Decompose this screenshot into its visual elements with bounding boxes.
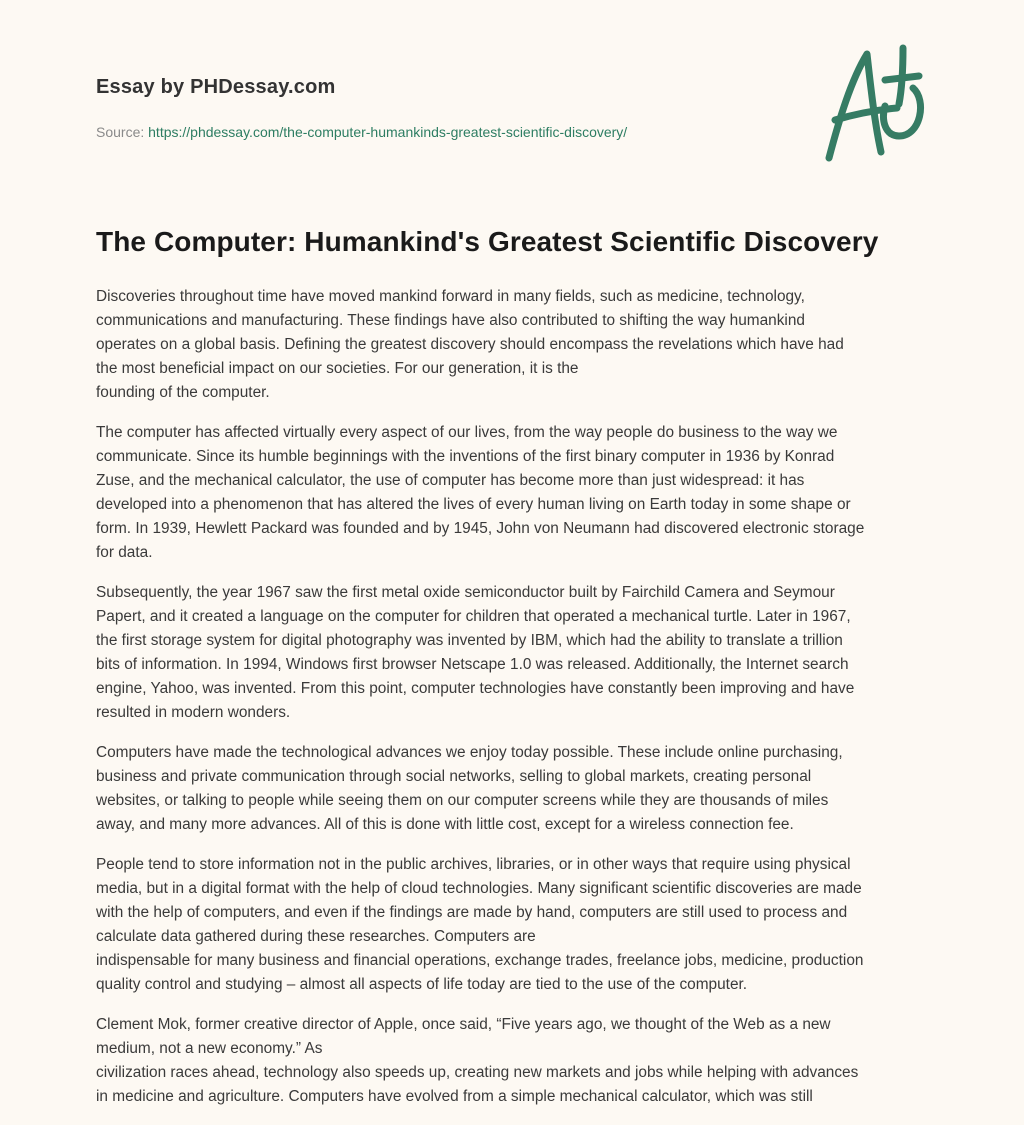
a-plus-logo-icon	[815, 40, 935, 165]
text-line: Subsequently, the year 1967 saw the first metal oxide semiconductor built by Fairchild Camera and Seymour	[96, 584, 835, 601]
text-line: operates on a global basis. Defining the greatest discovery should encompass the revelations which have had	[96, 336, 844, 353]
text-line: the most beneficial impact on our societies. For our generation, it is the	[96, 360, 579, 377]
text-line: The computer has affected virtually every aspect of our lives, from the way people do business to the way we	[96, 424, 838, 441]
paragraph	[96, 853, 936, 997]
text-line: business and private communication through social networks, selling to global markets, creating personal	[96, 768, 812, 785]
text-line: Discoveries throughout time have moved mankind forward in many fields, such as medicine, technology,	[96, 288, 805, 305]
text-line: away, and many more advances. All of this is done with little cost, except for a wireless connection fee.	[96, 816, 794, 833]
brand-title: Essay by PHDessay.com	[96, 76, 336, 98]
text-line: websites, or talking to people while seeing them on our computer screens while they are thousands of miles	[96, 792, 829, 809]
text-line: bits of information. In 1994, Windows first browser Netscape 1.0 was released. Additionally, the Internet search	[96, 656, 849, 673]
source-label: Source:	[96, 124, 145, 140]
text-line: engine, Yahoo, was invented. From this point, computer technologies have constantly been improving and have	[96, 680, 855, 697]
paragraph	[96, 1013, 936, 1109]
text-line: indispensable for many business and financial operations, exchange trades, freelance jobs, medicine, production	[96, 952, 864, 969]
text-line: the first storage system for digital photography was invented by IBM, which had the ability to translate a trillion	[96, 632, 843, 649]
text-line: founding of the computer.	[96, 384, 270, 401]
text-line: medium, not a new economy.” As	[96, 1040, 323, 1057]
source-line	[96, 124, 627, 140]
text-line: form. In 1939, Hewlett Packard was founded and by 1945, John von Neumann had discovered electronic storage	[96, 520, 865, 537]
paragraph	[96, 421, 936, 565]
paragraph	[96, 741, 936, 837]
text-line: media, but in a digital format with the help of cloud technologies. Many significant scientific discoveries are made	[96, 880, 862, 897]
text-line: Clement Mok, former creative director of Apple, once said, “Five years ago, we thought of the Web as a new	[96, 1016, 831, 1033]
paragraph	[96, 285, 936, 405]
text-line: communicate. Since its humble beginnings with the inventions of the first binary computer in 1936 by Konrad	[96, 448, 835, 465]
text-line: Zuse, and the mechanical calculator, the use of computer has become more than just widespread: it has	[96, 472, 805, 489]
source-link[interactable]: https://phdessay.com/the-computer-humankinds-greatest-scientific-discovery/	[148, 124, 628, 140]
text-line: with the help of computers, and even if the findings are made by hand, computers are still used to process and	[96, 904, 848, 921]
text-line: calculate data gathered during these researches. Computers are	[96, 928, 536, 945]
text-line: quality control and studying – almost all aspects of life today are tied to the use of the computer.	[96, 976, 748, 993]
text-line: resulted in modern wonders.	[96, 704, 291, 721]
text-line: communications and manufacturing. These findings have also contributed to shifting the way humankind	[96, 312, 805, 329]
essay-body	[96, 285, 936, 1125]
text-line: developed into a phenomenon that has altered the lives of every human living on Earth today in some shape or	[96, 496, 851, 513]
text-line: civilization races ahead, technology also speeds up, creating new markets and jobs while helping with advances	[96, 1064, 859, 1081]
text-line: Computers have made the technological advances we enjoy today possible. These include online purchasing,	[96, 744, 843, 761]
text-line: for data.	[96, 544, 153, 561]
text-line: People tend to store information not in the public archives, libraries, or in other ways that require using physical	[96, 856, 851, 873]
essay-title: The Computer: Humankind's Greatest Scientific Discovery	[96, 226, 879, 257]
text-line: Papert, and it created a language on the computer for children that operated a mechanical turtle. Later in 1967,	[96, 608, 851, 625]
text-line: in medicine and agriculture. Computers have evolved from a simple mechanical calculator, which was still	[96, 1088, 813, 1105]
paragraph	[96, 581, 936, 725]
